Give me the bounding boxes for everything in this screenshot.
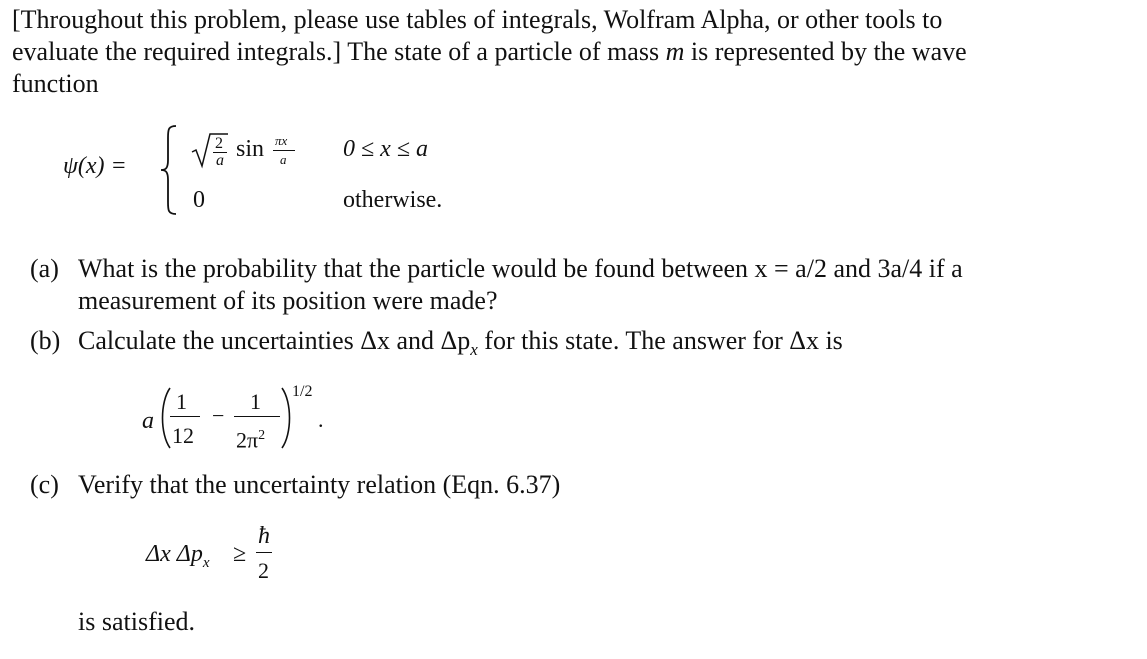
intro-line-2 — [12, 36, 1132, 68]
mass-variable: m — [665, 37, 685, 66]
relation-denominator: 2 — [258, 558, 269, 583]
part-a-line-1: What is the probability that the particle would be found between x = a/2 and 3a/4 if a — [78, 254, 963, 283]
relation-numerator: ħ — [258, 523, 270, 549]
sqrt-denominator: a — [216, 152, 224, 169]
relation-subscript: x — [202, 554, 210, 571]
fraction1-numerator: 1 — [176, 389, 187, 414]
part-a-line-2: measurement of its position were made? — [78, 286, 498, 315]
left-brace — [158, 124, 180, 216]
fraction1-bar — [170, 416, 200, 417]
part-b-subscript: x — [470, 340, 478, 360]
sqrt-numerator: 2 — [215, 135, 223, 152]
intro-paragraph — [12, 4, 1132, 100]
part-c-conclusion: is satisfied. — [78, 607, 195, 636]
case2-condition: otherwise. — [343, 187, 443, 213]
part-b-text-2: for this state. The answer for Δx is — [477, 326, 843, 355]
sin-arg-denominator: a — [280, 152, 287, 167]
part-c — [30, 469, 1130, 501]
intro-line-2-start: evaluate the required integrals.] The state of a particle of mass — [12, 37, 666, 66]
formula-power: 1/2 — [292, 383, 313, 400]
intro-line-2-end: is represented by the wave — [684, 37, 967, 66]
sin-arg-fraction-bar — [273, 150, 295, 151]
part-c-label: (c) — [30, 470, 59, 499]
fraction1-denominator: 12 — [172, 423, 194, 448]
case1-condition: 0 ≤ x ≤ a — [343, 136, 428, 162]
fraction2-bar — [234, 416, 280, 417]
formula-period: . — [318, 407, 324, 432]
intro-line-1: [Throughout this problem, please use tables of integrals, Wolfram Alpha, or other tools to — [12, 5, 943, 34]
part-a — [30, 253, 1130, 315]
relation-lhs-text: Δx Δp — [146, 541, 203, 567]
fraction2-denominator — [236, 420, 265, 456]
sin-arg-numerator: πx — [275, 133, 288, 148]
fraction2-den-exponent: 2 — [258, 428, 266, 443]
fraction2-numerator: 1 — [250, 389, 261, 414]
geq-sign: ≥ — [233, 541, 247, 567]
wavefunction-lhs: ψ(x) = — [63, 153, 127, 179]
part-b-label: (b) — [30, 326, 61, 355]
part-c-text: Verify that the uncertainty relation (Eqn. 6.37) — [78, 470, 561, 499]
formula-prefix-a: a — [142, 408, 154, 434]
minus-sign: − — [212, 403, 225, 428]
relation-fraction-bar — [256, 552, 272, 553]
relation-lhs — [146, 538, 210, 579]
square-root-sign — [190, 130, 230, 170]
intro-line-3: function — [12, 69, 99, 98]
part-a-label: (a) — [30, 254, 59, 283]
sin-function: sin — [236, 136, 265, 162]
fraction2-den-base: 2π — [236, 427, 259, 453]
part-b — [30, 325, 1130, 366]
case2-value: 0 — [193, 187, 205, 213]
part-b-text: Calculate the uncertainties Δx and Δp — [78, 326, 471, 355]
